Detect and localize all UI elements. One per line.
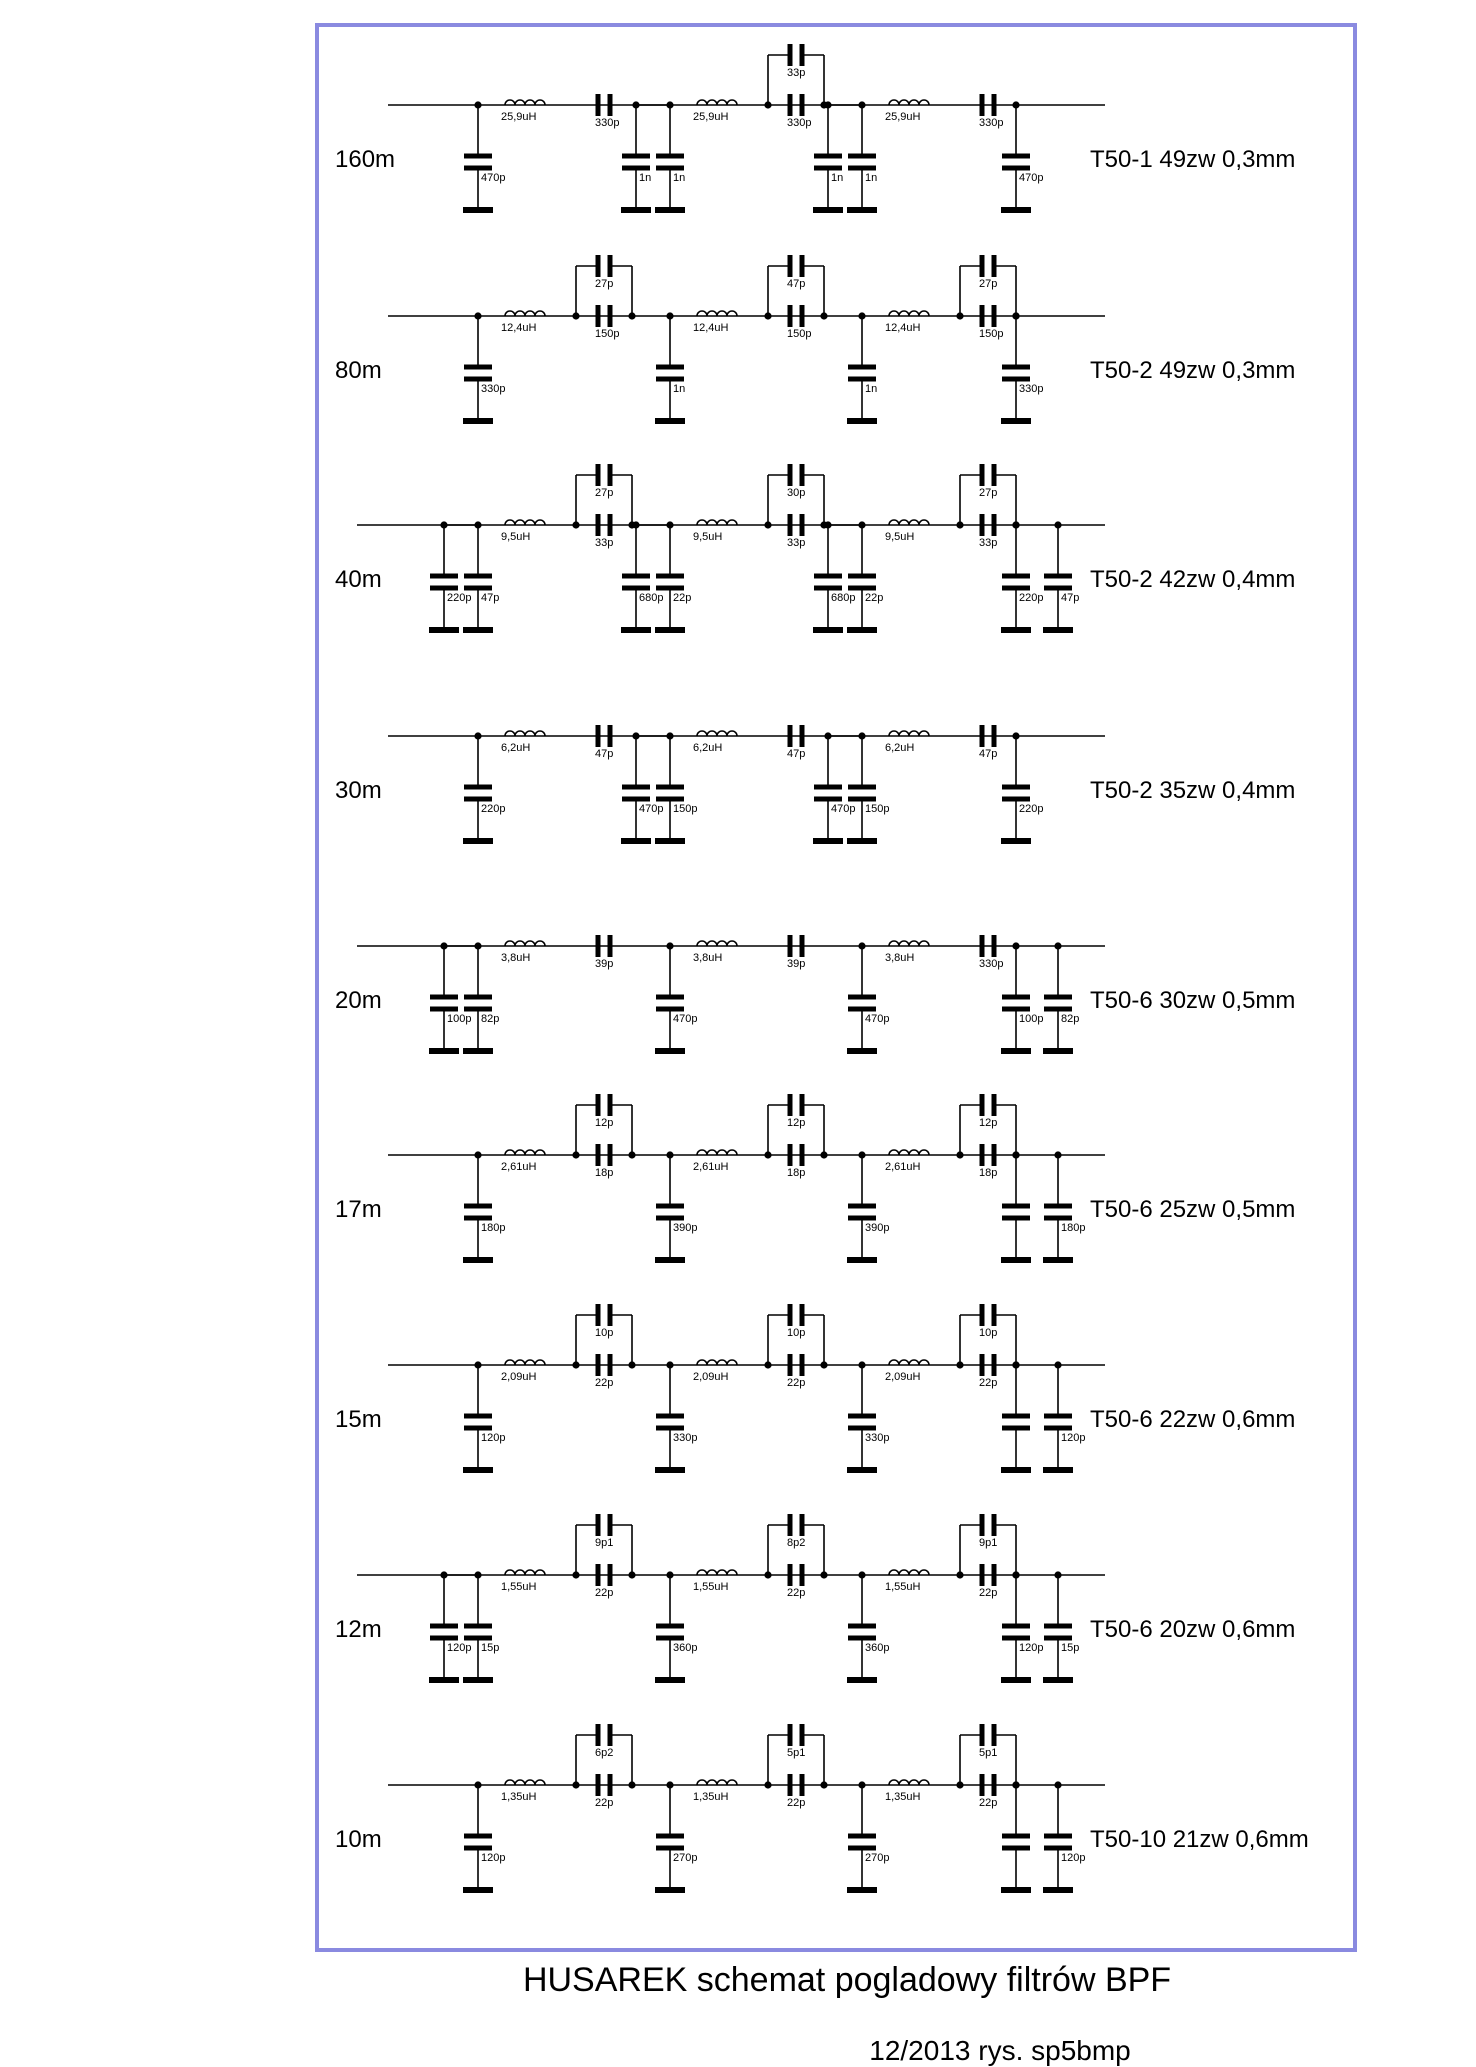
capacitor-value: 330p	[673, 1432, 698, 1444]
junction-dot	[666, 1361, 673, 1368]
junction-dot	[666, 942, 673, 949]
capacitor-value: 470p	[1019, 172, 1044, 184]
junction-dot	[1012, 521, 1019, 528]
capacitor-value: 120p	[1019, 1642, 1044, 1654]
capacitor-value: 47p	[481, 592, 500, 604]
inductor-value: 2,61uH	[501, 1161, 537, 1173]
capacitor-value: 12p	[787, 1117, 806, 1129]
capacitor-value: 39p	[595, 958, 614, 970]
inductor-value: 2,09uH	[501, 1371, 537, 1383]
junction-dot	[666, 1151, 673, 1158]
junction-dot	[820, 521, 827, 528]
shunt-capacitor-in	[463, 525, 493, 630]
capacitor-value: 12p	[979, 1117, 998, 1129]
capacitor-value: 47p	[1061, 592, 1080, 604]
parallel-capacitor	[598, 1724, 610, 1746]
band-label: 15m	[335, 1406, 382, 1433]
capacitor-value: 470p	[639, 803, 664, 815]
filter-17m	[335, 1094, 1295, 1260]
shunt-capacitor-out	[1001, 736, 1031, 841]
junction-dot	[474, 521, 481, 528]
junction-dot	[572, 1571, 579, 1578]
shunt-capacitor-out-outer	[1043, 1785, 1073, 1890]
capacitor-value: 360p	[865, 1642, 890, 1654]
junction-dot	[666, 521, 673, 528]
capacitor-value: 470p	[481, 172, 506, 184]
capacitor-value: 120p	[1061, 1852, 1086, 1864]
inductor-value: 2,61uH	[885, 1161, 921, 1173]
shunt-capacitor-mid2-outer	[813, 525, 843, 630]
parallel-capacitor	[982, 1514, 994, 1536]
capacitor-value: 5p1	[979, 1747, 998, 1759]
capacitor-value: 33p	[595, 537, 614, 549]
capacitor-value: 10p	[979, 1327, 998, 1339]
capacitor-value: 150p	[787, 328, 812, 340]
shunt-capacitor-out	[1001, 1365, 1031, 1470]
capacitor-value: 22p	[787, 1587, 806, 1599]
capacitor-value: 680p	[831, 592, 856, 604]
inductor-value: 1,55uH	[501, 1581, 537, 1593]
shunt-capacitor-mid1	[655, 1575, 685, 1680]
parallel-capacitor	[982, 464, 994, 486]
inductor-value: 6,2uH	[885, 742, 915, 754]
inductor-value: 1,35uH	[885, 1791, 921, 1803]
shunt-capacitor-mid1-outer	[621, 736, 651, 841]
junction-dot	[764, 1361, 771, 1368]
capacitor-value: 1n	[831, 172, 844, 184]
capacitor-value: 680p	[639, 592, 664, 604]
junction-dot	[474, 1361, 481, 1368]
capacitor-value: 47p	[787, 748, 806, 760]
capacitor-value: 100p	[447, 1013, 472, 1025]
capacitor-value: 27p	[979, 278, 998, 290]
junction-dot	[820, 312, 827, 319]
junction-dot	[1012, 942, 1019, 949]
capacitor-value: 33p	[787, 67, 806, 79]
junction-dot	[628, 1151, 635, 1158]
junction-dot	[1012, 1361, 1019, 1368]
inductor-value: 9,5uH	[501, 531, 531, 543]
junction-dot	[474, 1781, 481, 1788]
junction-dot	[764, 1781, 771, 1788]
junction-dot	[1054, 942, 1061, 949]
band-label: 80m	[335, 357, 382, 384]
capacitor-value: 8p2	[787, 1537, 806, 1549]
inductor-value: 9,5uH	[693, 531, 723, 543]
junction-dot	[628, 521, 635, 528]
filter-160m	[335, 44, 1295, 210]
shunt-capacitor-mid1	[655, 105, 685, 210]
junction-dot	[1012, 1571, 1019, 1578]
junction-dot	[666, 732, 673, 739]
capacitor-value: 22p	[595, 1587, 614, 1599]
capacitor-value: 27p	[595, 487, 614, 499]
band-label: 17m	[335, 1196, 382, 1223]
inductor-value: 2,09uH	[693, 1371, 729, 1383]
capacitor-value: 22p	[979, 1587, 998, 1599]
junction-dot	[628, 1571, 635, 1578]
inductor-value: 1,55uH	[885, 1581, 921, 1593]
capacitor-value: 390p	[673, 1222, 698, 1234]
inductor-value: 9,5uH	[885, 531, 915, 543]
capacitor-value: 27p	[595, 278, 614, 290]
junction-dot	[764, 1571, 771, 1578]
parallel-capacitor	[790, 1724, 802, 1746]
capacitor-value: 27p	[979, 487, 998, 499]
shunt-capacitor-out	[1001, 946, 1031, 1051]
parallel-capacitor	[598, 464, 610, 486]
page-title: HUSAREK schemat pogladowy filtrów BPF	[522, 1961, 1172, 1999]
capacitor-value: 22p	[865, 592, 884, 604]
capacitor-value: 330p	[787, 117, 812, 129]
capacitor-value: 1n	[673, 383, 686, 395]
capacitor-value: 18p	[979, 1167, 998, 1179]
shunt-capacitor-out	[1001, 1155, 1031, 1260]
inductor-value: 3,8uH	[693, 952, 723, 964]
core-spec: T50-6 20zw 0,6mm	[1090, 1616, 1296, 1643]
junction-dot	[1054, 1151, 1061, 1158]
inductor-value: 1,55uH	[693, 1581, 729, 1593]
shunt-capacitor-mid1-outer	[621, 105, 651, 210]
parallel-capacitor	[790, 1514, 802, 1536]
shunt-capacitor-mid2	[847, 316, 877, 421]
parallel-capacitor	[598, 1514, 610, 1536]
inductor-value: 2,09uH	[885, 1371, 921, 1383]
capacitor-value: 330p	[595, 117, 620, 129]
capacitor-value: 120p	[447, 1642, 472, 1654]
core-spec: T50-2 35zw 0,4mm	[1090, 777, 1296, 804]
shunt-capacitor-mid2	[847, 1575, 877, 1680]
core-spec: T50-2 49zw 0,3mm	[1090, 357, 1296, 384]
capacitor-value: 150p	[979, 328, 1004, 340]
junction-dot	[1012, 1781, 1019, 1788]
junction-dot	[858, 1571, 865, 1578]
junction-dot	[858, 1781, 865, 1788]
capacitor-value: 22p	[979, 1377, 998, 1389]
shunt-capacitor-mid1	[655, 1785, 685, 1890]
junction-dot	[666, 101, 673, 108]
shunt-capacitor-in	[463, 1155, 493, 1260]
junction-dot	[858, 521, 865, 528]
band-label: 10m	[335, 1826, 382, 1853]
shunt-capacitor-mid2	[847, 1365, 877, 1470]
band-label: 40m	[335, 566, 382, 593]
filter-30m	[335, 725, 1295, 841]
parallel-capacitor	[598, 1304, 610, 1326]
parallel-capacitor	[598, 255, 610, 277]
capacitor-value: 150p	[865, 803, 890, 815]
shunt-capacitor-out-outer	[1043, 1365, 1073, 1470]
band-label: 12m	[335, 1616, 382, 1643]
capacitor-value: 22p	[595, 1377, 614, 1389]
core-spec: T50-10 21zw 0,6mm	[1090, 1826, 1309, 1853]
capacitor-value: 22p	[787, 1377, 806, 1389]
shunt-capacitor-mid1	[655, 1365, 685, 1470]
parallel-capacitor	[790, 1304, 802, 1326]
capacitor-value: 360p	[673, 1642, 698, 1654]
junction-dot	[1012, 101, 1019, 108]
junction-dot	[956, 312, 963, 319]
capacitor-value: 47p	[787, 278, 806, 290]
junction-dot	[820, 101, 827, 108]
filter-40m	[335, 464, 1295, 630]
junction-dot	[858, 101, 865, 108]
shunt-capacitor-in-outer	[429, 946, 459, 1051]
junction-dot	[1054, 1361, 1061, 1368]
capacitor-value: 270p	[673, 1852, 698, 1864]
shunt-capacitor-out	[1001, 525, 1031, 630]
capacitor-value: 9p1	[979, 1537, 998, 1549]
capacitor-value: 120p	[481, 1852, 506, 1864]
shunt-capacitor-in	[463, 316, 493, 421]
inductor-value: 2,61uH	[693, 1161, 729, 1173]
junction-dot	[764, 521, 771, 528]
capacitor-value: 9p1	[595, 1537, 614, 1549]
capacitor-value: 47p	[595, 748, 614, 760]
inductor-value: 3,8uH	[501, 952, 531, 964]
capacitor-value: 390p	[865, 1222, 890, 1234]
junction-dot	[764, 101, 771, 108]
shunt-capacitor-mid2	[847, 946, 877, 1051]
junction-dot	[820, 1571, 827, 1578]
capacitor-value: 22p	[787, 1797, 806, 1809]
capacitor-value: 33p	[979, 537, 998, 549]
capacitor-value: 82p	[481, 1013, 500, 1025]
junction-dot	[666, 1571, 673, 1578]
parallel-capacitor	[790, 255, 802, 277]
junction-dot	[1012, 732, 1019, 739]
inductor-value: 25,9uH	[693, 111, 729, 123]
junction-dot	[474, 732, 481, 739]
shunt-capacitor-in	[463, 736, 493, 841]
junction-dot	[764, 1151, 771, 1158]
junction-dot	[572, 521, 579, 528]
junction-dot	[1054, 1571, 1061, 1578]
shunt-capacitor-in	[463, 946, 493, 1051]
inductor-value: 12,4uH	[885, 322, 921, 334]
shunt-capacitor-mid2-outer	[813, 105, 843, 210]
junction-dot	[764, 312, 771, 319]
capacitor-value: 22p	[673, 592, 692, 604]
junction-dot	[1012, 1151, 1019, 1158]
junction-dot	[1012, 312, 1019, 319]
junction-dot	[474, 1151, 481, 1158]
junction-dot	[474, 101, 481, 108]
capacitor-value: 330p	[865, 1432, 890, 1444]
junction-dot	[572, 312, 579, 319]
core-spec: T50-1 49zw 0,3mm	[1090, 146, 1296, 173]
capacitor-value: 100p	[1019, 1013, 1044, 1025]
junction-dot	[820, 1781, 827, 1788]
shunt-capacitor-mid2	[847, 525, 877, 630]
shunt-capacitor-out	[1001, 316, 1031, 421]
shunt-capacitor-out-outer	[1043, 946, 1073, 1051]
capacitor-value: 33p	[787, 537, 806, 549]
capacitor-value: 47p	[979, 748, 998, 760]
capacitor-value: 82p	[1061, 1013, 1080, 1025]
inductor-value: 12,4uH	[501, 322, 537, 334]
capacitor-value: 120p	[1061, 1432, 1086, 1444]
filter-80m	[335, 255, 1295, 421]
capacitor-value: 10p	[787, 1327, 806, 1339]
drawing-credit: 12/2013 rys. sp5bmp	[869, 2035, 1131, 2066]
junction-dot	[628, 1781, 635, 1788]
capacitor-value: 180p	[481, 1222, 506, 1234]
core-spec: T50-6 25zw 0,5mm	[1090, 1196, 1296, 1223]
junction-dot	[956, 521, 963, 528]
shunt-capacitor-mid2	[847, 105, 877, 210]
parallel-capacitor	[982, 1304, 994, 1326]
capacitor-value: 30p	[787, 487, 806, 499]
capacitor-value: 180p	[1061, 1222, 1086, 1234]
inductor-value: 1,35uH	[501, 1791, 537, 1803]
shunt-capacitor-out	[1001, 1785, 1031, 1890]
shunt-capacitor-mid2	[847, 1155, 877, 1260]
junction-dot	[858, 1151, 865, 1158]
capacitor-value: 12p	[595, 1117, 614, 1129]
shunt-capacitor-in	[463, 1785, 493, 1890]
shunt-capacitor-out-outer	[1043, 525, 1073, 630]
shunt-capacitor-in	[463, 1575, 493, 1680]
junction-dot	[1054, 1781, 1061, 1788]
inductor-value: 6,2uH	[501, 742, 531, 754]
junction-dot	[858, 942, 865, 949]
shunt-capacitor-mid1	[655, 316, 685, 421]
junction-dot	[956, 1571, 963, 1578]
shunt-capacitor-out	[1001, 105, 1031, 210]
shunt-capacitor-in	[463, 1365, 493, 1470]
junction-dot	[820, 1361, 827, 1368]
capacitor-value: 150p	[673, 803, 698, 815]
shunt-capacitor-mid2	[847, 1785, 877, 1890]
capacitor-value: 22p	[979, 1797, 998, 1809]
capacitor-value: 15p	[1061, 1642, 1080, 1654]
band-label: 30m	[335, 777, 382, 804]
inductor-value: 12,4uH	[693, 322, 729, 334]
parallel-capacitor	[598, 1094, 610, 1116]
band-label: 160m	[335, 146, 396, 173]
junction-dot	[666, 312, 673, 319]
junction-dot	[956, 1361, 963, 1368]
junction-dot	[474, 1571, 481, 1578]
capacitor-value: 330p	[1019, 383, 1044, 395]
parallel-capacitor	[790, 1094, 802, 1116]
junction-dot	[1054, 521, 1061, 528]
junction-dot	[666, 1781, 673, 1788]
shunt-capacitor-in-outer	[429, 525, 459, 630]
capacitor-value: 18p	[787, 1167, 806, 1179]
junction-dot	[474, 942, 481, 949]
core-spec: T50-2 42zw 0,4mm	[1090, 566, 1296, 593]
shunt-capacitor-mid1	[655, 736, 685, 841]
parallel-capacitor	[790, 464, 802, 486]
shunt-capacitor-mid1	[655, 946, 685, 1051]
capacitor-value: 220p	[1019, 803, 1044, 815]
capacitor-value: 18p	[595, 1167, 614, 1179]
parallel-capacitor	[790, 44, 802, 66]
junction-dot	[858, 1361, 865, 1368]
inductor-value: 25,9uH	[885, 111, 921, 123]
filter-12m	[335, 1514, 1295, 1680]
shunt-capacitor-out-outer	[1043, 1575, 1073, 1680]
shunt-capacitor-mid1	[655, 525, 685, 630]
junction-dot	[956, 1781, 963, 1788]
band-label: 20m	[335, 987, 382, 1014]
shunt-capacitor-out	[1001, 1575, 1031, 1680]
capacitor-value: 1n	[673, 172, 686, 184]
filter-rows	[335, 44, 1309, 1890]
capacitor-value: 220p	[447, 592, 472, 604]
filter-15m	[335, 1304, 1295, 1470]
shunt-capacitor-mid1-outer	[621, 525, 651, 630]
inductor-value: 25,9uH	[501, 111, 537, 123]
capacitor-value: 6p2	[595, 1747, 614, 1759]
shunt-capacitor-in	[463, 105, 493, 210]
capacitor-value: 1n	[865, 172, 878, 184]
junction-dot	[628, 312, 635, 319]
parallel-capacitor	[982, 1724, 994, 1746]
junction-dot	[628, 1361, 635, 1368]
capacitor-value: 330p	[481, 383, 506, 395]
capacitor-value: 220p	[481, 803, 506, 815]
capacitor-value: 330p	[979, 958, 1004, 970]
junction-dot	[474, 312, 481, 319]
parallel-capacitor	[982, 255, 994, 277]
capacitor-value: 15p	[481, 1642, 500, 1654]
filter-10m	[335, 1724, 1309, 1890]
shunt-capacitor-mid2-outer	[813, 736, 843, 841]
junction-dot	[820, 1151, 827, 1158]
capacitor-value: 22p	[595, 1797, 614, 1809]
capacitor-value: 1n	[865, 383, 878, 395]
filter-20m	[335, 935, 1295, 1051]
capacitor-value: 39p	[787, 958, 806, 970]
junction-dot	[858, 732, 865, 739]
capacitor-value: 470p	[865, 1013, 890, 1025]
core-spec: T50-6 22zw 0,6mm	[1090, 1406, 1296, 1433]
junction-dot	[572, 1781, 579, 1788]
inductor-value: 6,2uH	[693, 742, 723, 754]
shunt-capacitor-mid1	[655, 1155, 685, 1260]
capacitor-value: 470p	[831, 803, 856, 815]
capacitor-value: 330p	[979, 117, 1004, 129]
parallel-capacitor	[982, 1094, 994, 1116]
junction-dot	[956, 1151, 963, 1158]
junction-dot	[572, 1361, 579, 1368]
inductor-value: 3,8uH	[885, 952, 915, 964]
capacitor-value: 1n	[639, 172, 652, 184]
shunt-capacitor-mid2	[847, 736, 877, 841]
junction-dot	[572, 1151, 579, 1158]
shunt-capacitor-out-outer	[1043, 1155, 1073, 1260]
shunt-capacitor-in-outer	[429, 1575, 459, 1680]
inductor-value: 1,35uH	[693, 1791, 729, 1803]
capacitor-value: 10p	[595, 1327, 614, 1339]
junction-dot	[858, 312, 865, 319]
core-spec: T50-6 30zw 0,5mm	[1090, 987, 1296, 1014]
capacitor-value: 470p	[673, 1013, 698, 1025]
capacitor-value: 220p	[1019, 592, 1044, 604]
capacitor-value: 150p	[595, 328, 620, 340]
capacitor-value: 5p1	[787, 1747, 806, 1759]
capacitor-value: 270p	[865, 1852, 890, 1864]
capacitor-value: 120p	[481, 1432, 506, 1444]
